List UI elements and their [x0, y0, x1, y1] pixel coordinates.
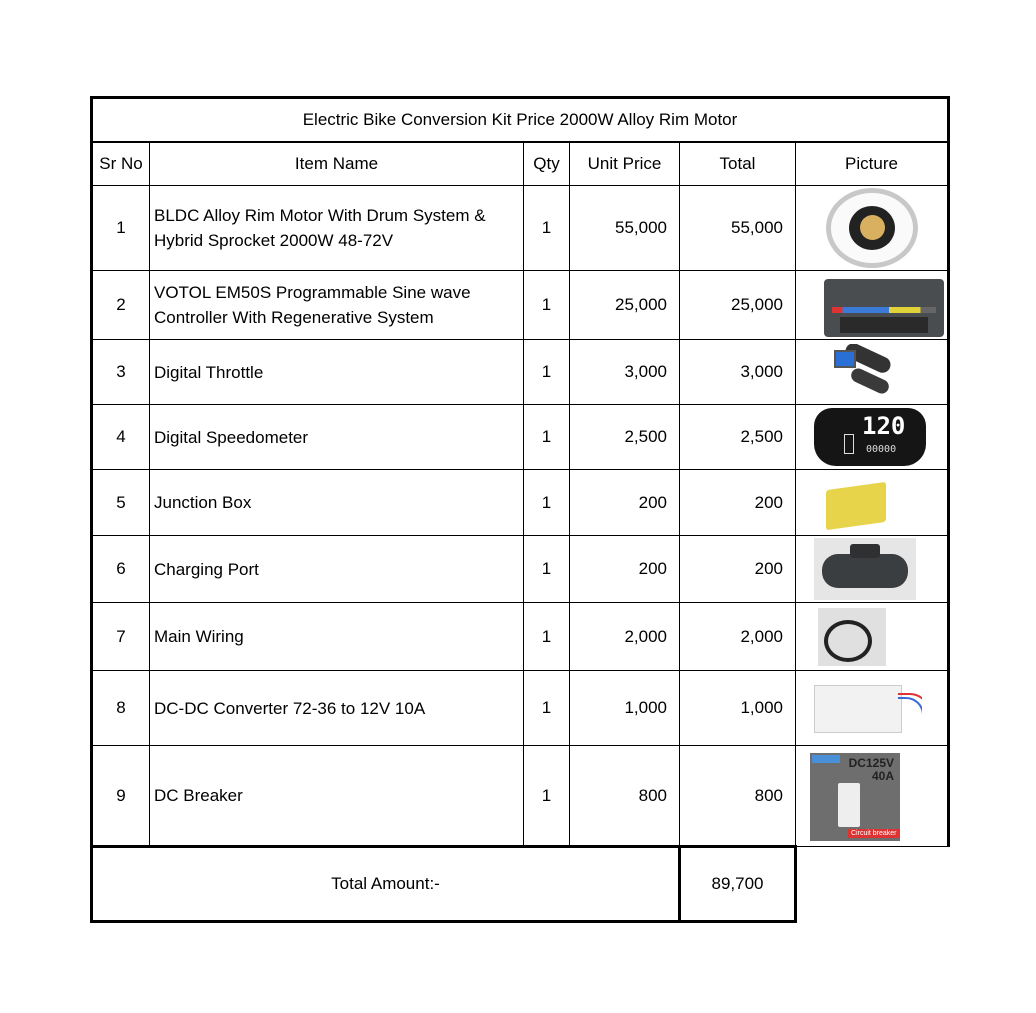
sr-no: 5 [92, 470, 150, 536]
dc-breaker-image [810, 753, 900, 841]
sr-no: 3 [92, 340, 150, 405]
item-name: VOTOL EM50S Programmable Sine wave Controller With Regenerative System [150, 271, 524, 340]
unit-price: 200 [570, 536, 680, 603]
odometer-reading: 00000 [866, 444, 897, 455]
col-header-total: Total [680, 142, 796, 186]
unit-price: 2,000 [570, 603, 680, 671]
qty: 1 [524, 186, 570, 271]
table-row [92, 746, 949, 847]
junction-box-image [826, 481, 886, 529]
line-total: 3,000 [680, 340, 796, 405]
unit-price: 200 [570, 470, 680, 536]
picture-cell [796, 340, 949, 405]
item-name: Digital Throttle [150, 340, 524, 405]
unit-price: 2,500 [570, 405, 680, 470]
throttle-image [824, 344, 894, 400]
picture-cell [796, 271, 949, 340]
item-name: DC Breaker [150, 746, 524, 847]
speedometer-image [814, 408, 926, 466]
col-header-unit-price: Unit Price [570, 142, 680, 186]
item-name: Charging Port [150, 536, 524, 603]
unit-price: 3,000 [570, 340, 680, 405]
breaker-device [838, 783, 860, 827]
table-row [92, 405, 949, 470]
picture-cell [796, 536, 949, 603]
battery-icon [844, 434, 854, 454]
qty: 1 [524, 340, 570, 405]
qty: 1 [524, 405, 570, 470]
unit-price: 1,000 [570, 671, 680, 746]
sr-no: 1 [92, 186, 150, 271]
line-total: 200 [680, 470, 796, 536]
line-total: 2,000 [680, 603, 796, 671]
sr-no: 9 [92, 746, 150, 847]
unit-price: 55,000 [570, 186, 680, 271]
qty: 1 [524, 671, 570, 746]
unit-price: 800 [570, 746, 680, 847]
picture-cell [796, 470, 949, 536]
wiring-harness-image [818, 608, 886, 666]
item-name: DC-DC Converter 72-36 to 12V 10A [150, 671, 524, 746]
sr-no: 7 [92, 603, 150, 671]
table-row [92, 271, 949, 340]
total-row [92, 847, 949, 922]
picture-cell [796, 746, 949, 847]
speed-reading: 120 [862, 412, 906, 440]
line-total: 2,500 [680, 405, 796, 470]
hub-motor-image [826, 188, 918, 268]
dc-dc-converter-image [802, 677, 922, 739]
col-header-sr-no: Sr No [92, 142, 150, 186]
picture-cell [796, 671, 949, 746]
brand-logo [812, 755, 840, 763]
sr-no: 2 [92, 271, 150, 340]
picture-cell [796, 186, 949, 271]
item-name: Digital Speedometer [150, 405, 524, 470]
total-amount-label: Total Amount:- [92, 847, 680, 922]
qty: 1 [524, 603, 570, 671]
item-name: Junction Box [150, 470, 524, 536]
item-name: BLDC Alloy Rim Motor With Drum System & Hybrid Sprocket 2000W 48-72V [150, 186, 524, 271]
qty: 1 [524, 470, 570, 536]
line-total: 800 [680, 746, 796, 847]
line-total: 200 [680, 536, 796, 603]
item-name: Main Wiring [150, 603, 524, 671]
line-total: 55,000 [680, 186, 796, 271]
table-row [92, 671, 949, 746]
qty: 1 [524, 271, 570, 340]
charging-port-image [814, 538, 916, 600]
controller-image [824, 279, 944, 337]
line-total: 1,000 [680, 671, 796, 746]
sr-no: 4 [92, 405, 150, 470]
table-title: Electric Bike Conversion Kit Price 2000W Alloy Rim Motor [92, 98, 949, 143]
picture-cell [796, 603, 949, 671]
col-header-item-name: Item Name [150, 142, 524, 186]
qty: 1 [524, 536, 570, 603]
qty: 1 [524, 746, 570, 847]
table-row [92, 603, 949, 671]
kit-price-table [90, 96, 950, 923]
table-row [92, 536, 949, 603]
breaker-rating: DC125V 40A [848, 756, 894, 783]
total-amount-value: 89,700 [680, 847, 796, 922]
table-row [92, 186, 949, 271]
unit-price: 25,000 [570, 271, 680, 340]
table-row [92, 340, 949, 405]
line-total: 25,000 [680, 271, 796, 340]
sr-no: 6 [92, 536, 150, 603]
picture-cell [796, 405, 949, 470]
empty-cell [796, 847, 949, 922]
header-row [92, 142, 949, 186]
price-sheet [90, 96, 950, 923]
sr-no: 8 [92, 671, 150, 746]
col-header-qty: Qty [524, 142, 570, 186]
breaker-tag: Circuit breaker [848, 829, 900, 838]
col-header-picture: Picture [796, 142, 949, 186]
table-row [92, 470, 949, 536]
